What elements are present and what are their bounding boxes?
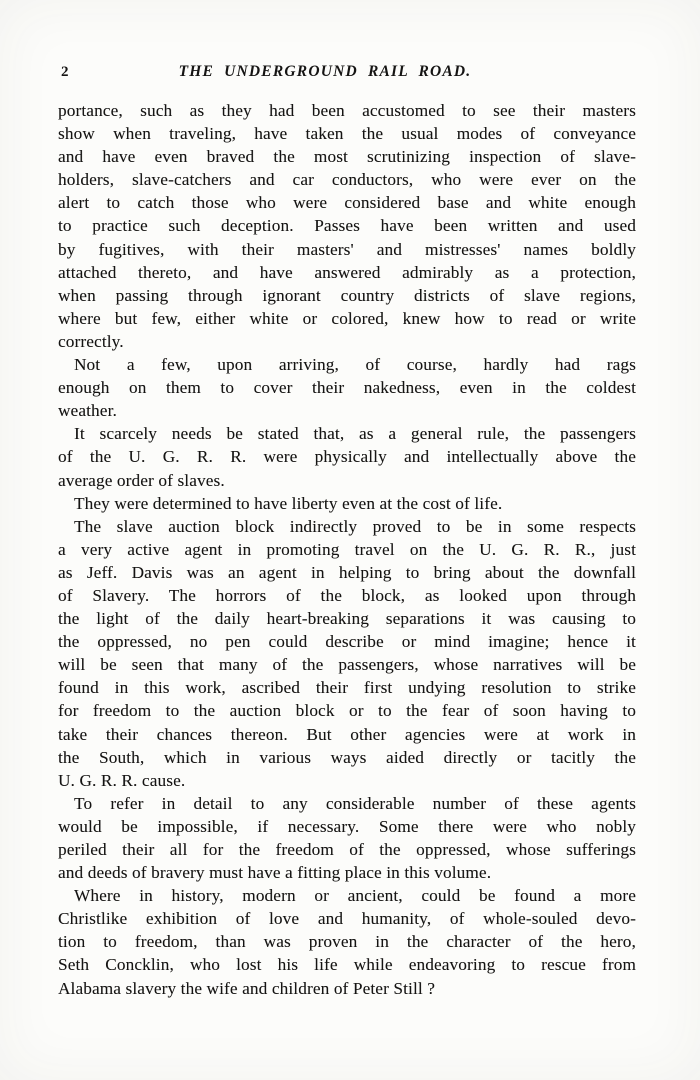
text-line: periled their all for the freedom of the oppressed, whose sufferings <box>58 840 636 859</box>
text-line: Alabama slavery the wife and children of Peter Still ? <box>58 978 436 998</box>
text-line: tion to freedom, than was proven in the character of the hero, <box>58 932 636 952</box>
text-line: for freedom to the auction block or to the fear of soon having to <box>58 701 636 721</box>
text-line: the South, which in various ways aided directly or tacitly the <box>58 747 636 767</box>
text-line: by fugitives, with their masters' and mistresses' names boldly <box>58 239 636 259</box>
text-line: where but few, either white or colored, knew how to read or write <box>58 308 636 328</box>
text-line: will be seen that many of the passengers, whose narratives will be <box>58 655 636 675</box>
text-line: correctly. <box>58 331 124 351</box>
text-line: Seth Concklin, who lost his life while endeavoring to rescue from <box>58 955 636 975</box>
text-line: Christlike exhibition of love and humanity, of whole-souled devo- <box>58 909 636 929</box>
text-line: the oppressed, no pen could describe or mind imagine; hence it <box>58 632 636 652</box>
text-line: average order of slaves. <box>58 470 225 490</box>
paragraph <box>58 792 636 884</box>
text-line: of Slavery. The horrors of the block, as looked upon through <box>58 585 636 605</box>
text-line: a very active agent in promoting travel on the U. G. R. R., just <box>58 539 636 559</box>
paragraph <box>58 492 636 515</box>
text-line: when passing through ignorant country districts of slave regions, <box>58 285 636 305</box>
text-line: portance, such as they had been accustomed to see their masters <box>58 101 636 120</box>
text-line: alert to catch those who were considered base and white enough <box>58 193 636 213</box>
text-line: enough on them to cover their nakedness, even in the coldest <box>58 378 636 398</box>
text-line: show when traveling, have taken the usual modes of conveyance <box>58 124 636 144</box>
paragraph <box>58 99 636 353</box>
text-line: U. G. R. R. cause. <box>58 770 186 790</box>
text-line: the light of the daily heart-breaking separations it was causing to <box>58 609 636 629</box>
text-line: to practice such deception. Passes have been written and used <box>58 216 636 236</box>
page-number: 2 <box>61 64 69 80</box>
text-line: Not a few, upon arriving, of course, hardly had rags <box>74 355 636 375</box>
text-line: as Jeff. Davis was an agent in helping to bring about the downfall <box>58 562 636 582</box>
text-line: and deeds of bravery must have a fitting place in this volume. <box>58 863 492 883</box>
text-line: take their chances thereon. But other agencies were at work in <box>58 724 636 744</box>
text-line: The slave auction block indirectly proved to be in some respects <box>74 516 636 536</box>
text-body <box>58 99 636 1000</box>
text-line: found in this work, ascribed their first undying resolution to strike <box>58 678 636 698</box>
text-line: holders, slave-catchers and car conductors, who were ever on the <box>58 170 636 190</box>
text-line: It scarcely needs be stated that, as a general rule, the passengers <box>74 424 636 444</box>
paragraph <box>58 515 636 792</box>
running-head <box>58 63 636 85</box>
paragraph <box>58 353 636 422</box>
text-line: They were determined to have liberty even at the cost of life. <box>74 493 503 513</box>
text-line: To refer in detail to any considerable number of these agents <box>74 793 636 813</box>
text-line: would be impossible, if necessary. Some there were who nobly <box>58 816 636 836</box>
page-title: THE UNDERGROUND RAIL ROAD. <box>178 63 472 80</box>
paragraph <box>58 422 636 491</box>
text-line: Where in history, modern or ancient, could be found a more <box>74 886 636 906</box>
text-line: of the U. G. R. R. were physically and intellectually above the <box>58 447 636 467</box>
paragraph <box>58 884 636 999</box>
text-line: attached thereto, and have answered admirably as a protection, <box>58 262 636 282</box>
text-line: weather. <box>58 401 117 421</box>
text-line: and have even braved the most scrutinizing inspection of slave- <box>58 147 636 167</box>
